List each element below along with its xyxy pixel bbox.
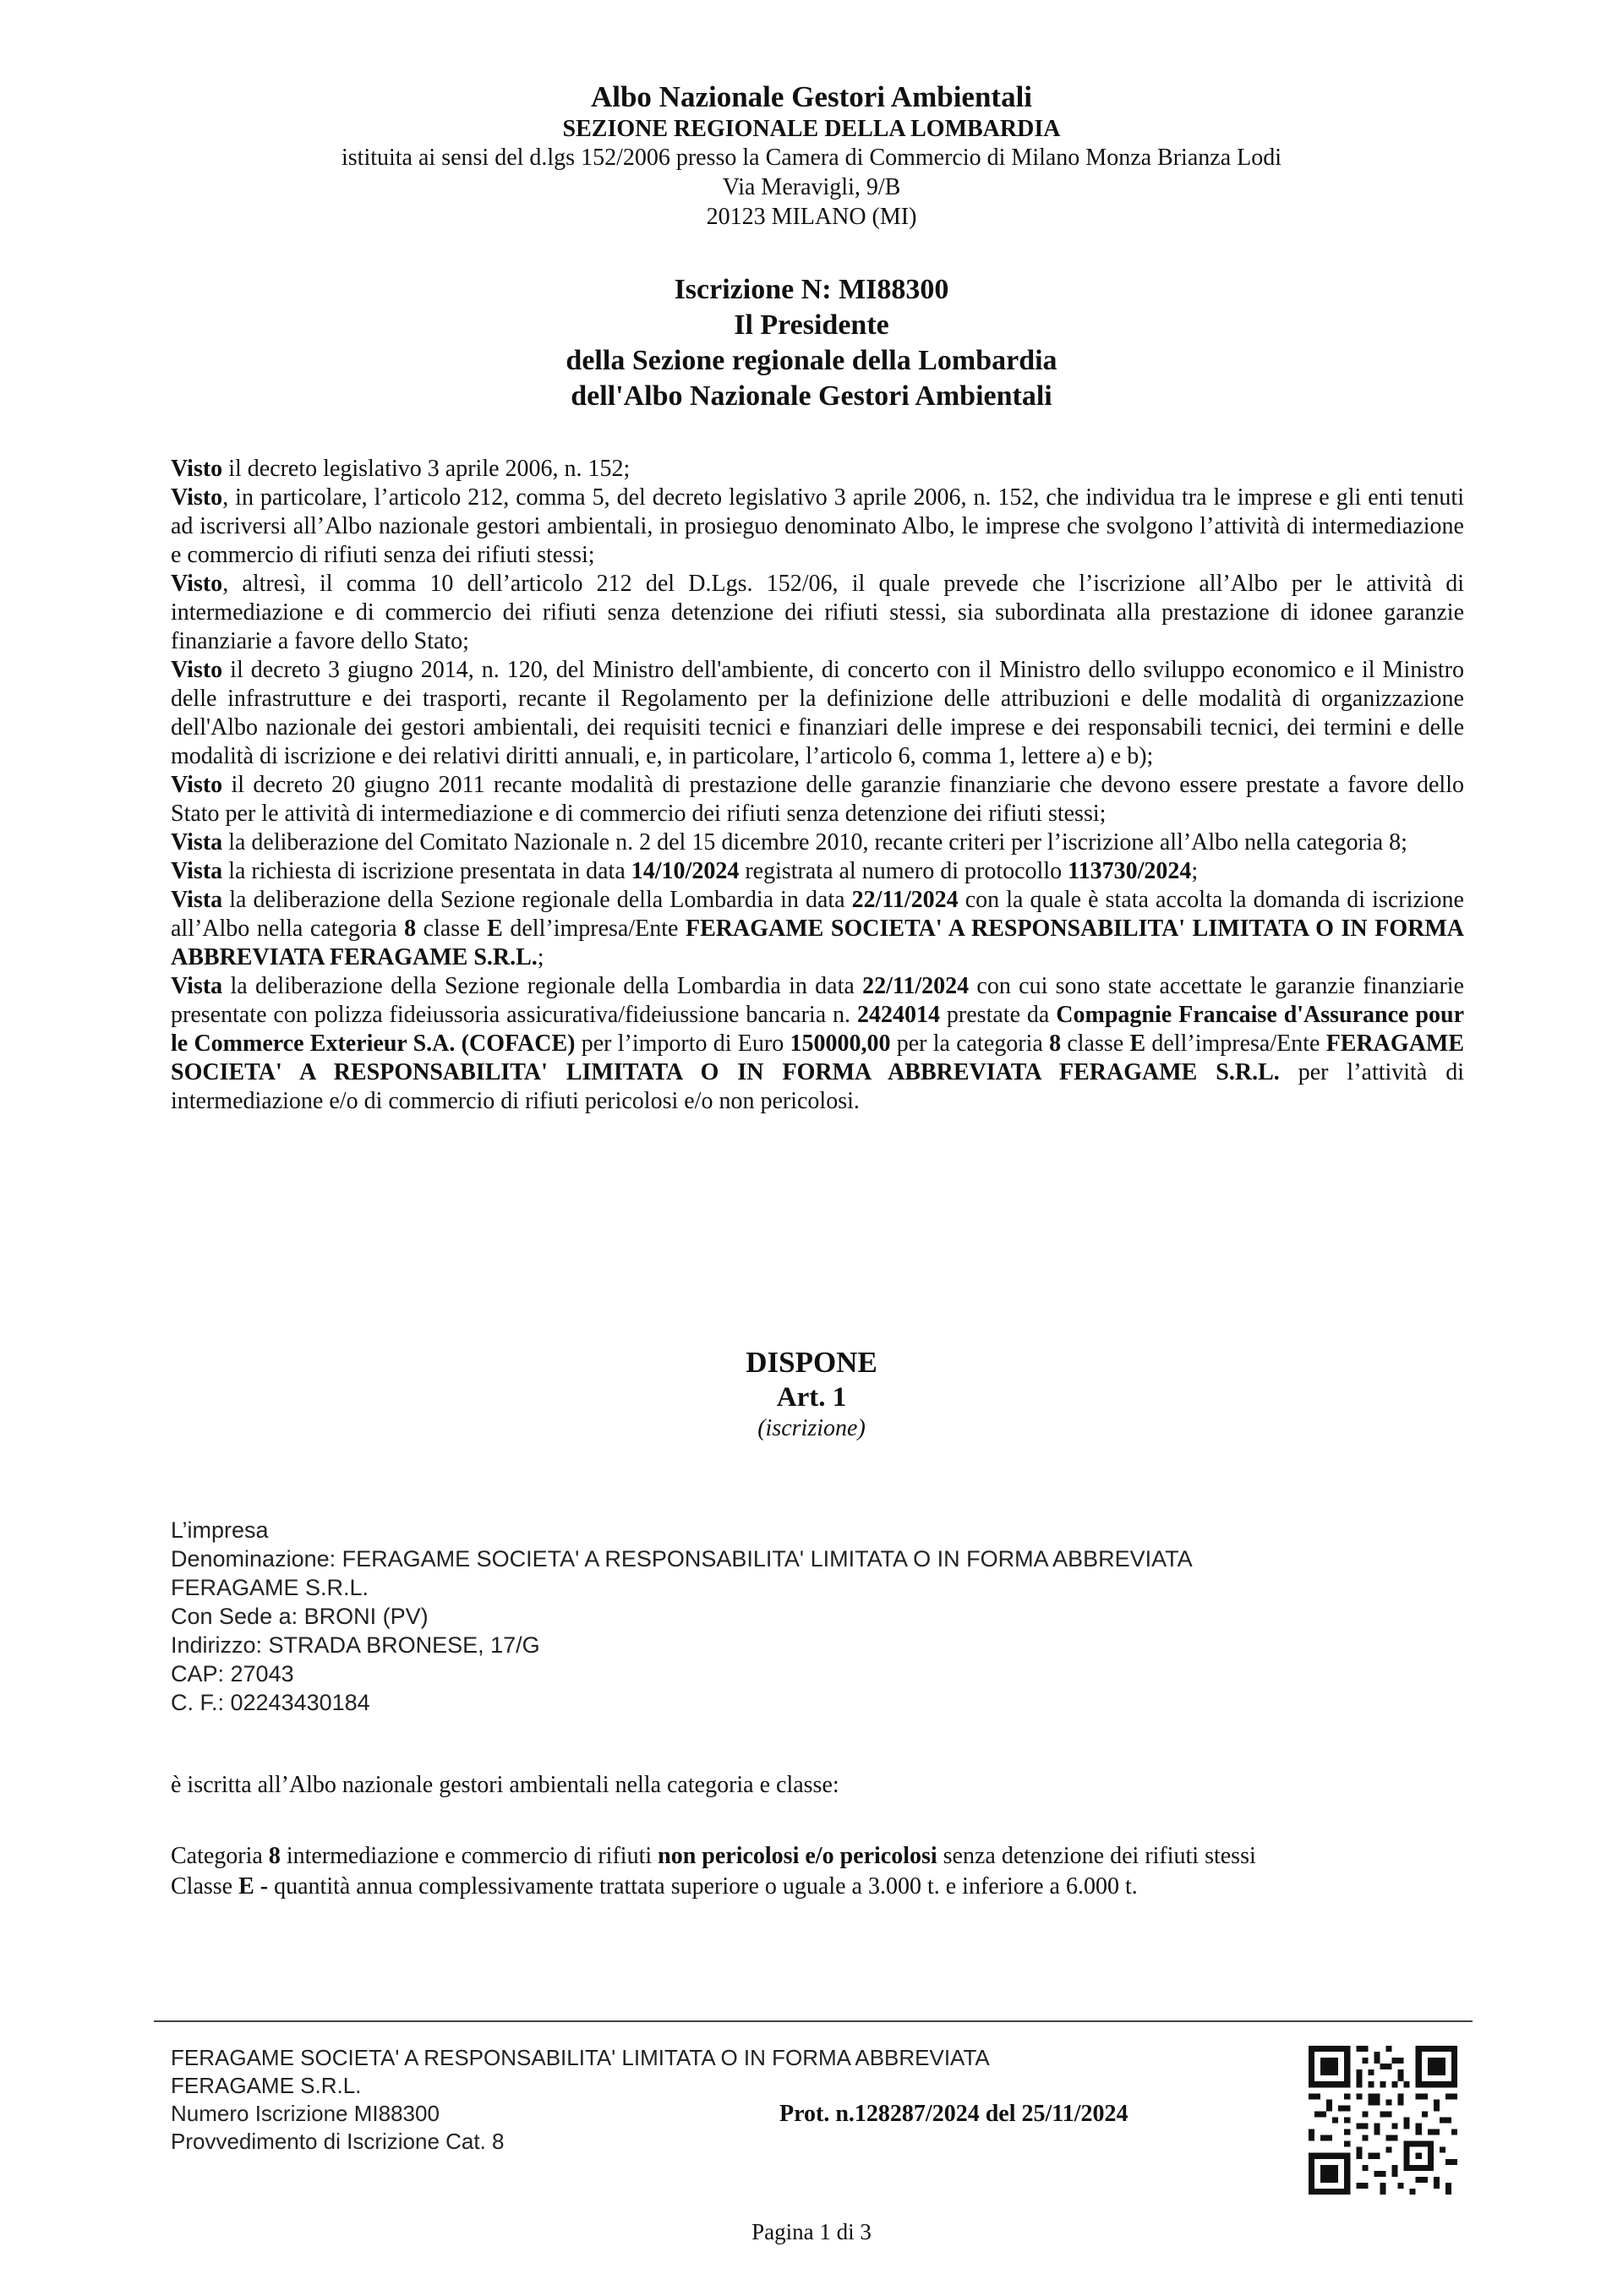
paragraph-vista-7: Vista la richiesta di iscrizione presentata in data 14/10/2024 registrata al numero di protocollo 113730/2024; — [171, 858, 1199, 884]
footer-company-line2: FERAGAME S.R.L. — [171, 2073, 362, 2098]
section-title: della Sezione regionale della Lombardia — [566, 345, 1057, 376]
org-name: Albo Nazionale Gestori Ambientali — [590, 80, 1033, 113]
paragraph-visto-1: Visto il decreto legislativo 3 aprile 2006, n. 152; — [171, 456, 631, 482]
company-details — [171, 1516, 1464, 1717]
category-line: Categoria 8 intermediazione e commercio di rifiuti non pericolosi e/o pericolosi senza detenzione dei rifiuti stessi — [171, 1843, 1256, 1869]
albo-title: dell'Albo Nazionale Gestori Ambientali — [571, 380, 1052, 412]
registration-number: Iscrizione N: MI88300 — [674, 274, 949, 305]
section-name: SEZIONE REGIONALE DELLA LOMBARDIA — [562, 116, 1061, 142]
category-block — [171, 1841, 1523, 1902]
company-intro: L’impresa — [171, 1517, 269, 1543]
company-address: Indirizzo: STRADA BRONESE, 17/G — [171, 1632, 540, 1658]
company-cap: CAP: 27043 — [171, 1661, 294, 1686]
paragraph-vista-9: Vista la deliberazione della Sezione regionale della Lombardia in data 22/11/2024 con cui sono state accettate le garanzie finanziarie presentate con polizza fideiussoria assicurativa/fideiussione bancaria n. 2424014 prestate da Compagnie Francaise d'Assurance pour le Commerce Exterieur S.A. (COFACE) per l’importo di Euro 150000,00 per la categoria 8 classe E dell’impresa/Ente FERAGAME SOCIETA' A RESPONSABILITA' LIMITATA O IN FORMA ABBREVIATA FERAGAME S.R.L. per l’attività di intermediazione e/o di commercio di rifiuti pericolosi e/o non pericolosi. — [171, 973, 1465, 1114]
preamble — [171, 455, 1464, 1116]
paragraph-visto-3: Visto, altresì, il comma 10 dell’articolo 212 del D.Lgs. 152/06, il quale prevede che l’iscrizione all’Albo per le attività di intermediazione e di commercio dei rifiuti senza detenzione dei rifiuti stessi, sia subordinata alla prestazione di idonee garanzie finanziarie a favore dello Stato; — [171, 571, 1464, 654]
institution-line: istituita ai sensi del d.lgs 152/2006 presso la Camera di Commercio di Milano Monza Brianza Lodi — [341, 145, 1281, 171]
class-line: Classe E - quantità annua complessivamente trattata superiore o uguale a 3.000 t. e inferiore a 6.000 t. — [171, 1873, 1138, 1900]
article-subtitle: (iscrizione) — [757, 1415, 866, 1441]
company-name-line1: Denominazione: FERAGAME SOCIETA' A RESPONSABILITA' LIMITATA O IN FORMA ABBREVIATA — [171, 1546, 1193, 1572]
paragraph-vista-8: Vista la deliberazione della Sezione regionale della Lombardia in data 22/11/2024 con la quale è stata accolta la domanda di iscrizione all’Albo nella categoria 8 classe E dell’impresa/Ente FERAGAME SOCIETA' A RESPONSABILITA' LIMITATA O IN FORMA ABBREVIATA FERAGAME S.R.L.; — [171, 887, 1464, 970]
page-number: Pagina 1 di 3 — [751, 2219, 872, 2244]
footer-provvedimento: Provvedimento di Iscrizione Cat. 8 — [171, 2129, 505, 2154]
protocol-number: Prot. n.128287/2024 del 25/11/2024 — [779, 2101, 1128, 2127]
company-sede: Con Sede a: BRONI (PV) — [171, 1604, 429, 1629]
footer-company-line1: FERAGAME SOCIETA' A RESPONSABILITA' LIMITATA O IN FORMA ABBREVIATA — [171, 2045, 990, 2070]
paragraph-visto-2: Visto, in particolare, l’articolo 212, comma 5, del decreto legislativo 3 aprile 2006, n. 152, che individua tra le imprese e gli enti tenuti ad iscriversi all’Albo nazionale gestori ambientali, in prosieguo denominato Albo, le imprese che svolgono l’attività di intermediazione e commercio di rifiuti senza dei rifiuti stessi; — [171, 484, 1464, 568]
qr-code-icon — [1309, 2046, 1457, 2195]
iscritta-statement: è iscritta all’Albo nazionale gestori ambientali nella categoria e classe: — [171, 1772, 839, 1798]
paragraph-visto-4: Visto il decreto 3 giugno 2014, n. 120, del Ministro dell'ambiente, di concerto con il Ministro dello sviluppo economico e il Ministro delle infrastrutture e dei trasporti, recante il Regolamento per la definizione delle attribuzioni e delle modalità di organizzazione dell'Albo nazionale dei gestori ambientali, dei requisiti tecnici e finanziari delle imprese e dei responsabili tecnici, dei termini e delle modalità di iscrizione e dei relativi diritti annuali, e, in particolare, l’articolo 6, comma 1, lettere a) e b); — [171, 657, 1464, 769]
footer-registration: Numero Iscrizione MI88300 — [171, 2101, 440, 2126]
address-street: Via Meravigli, 9/B — [722, 174, 901, 200]
president-title: Il Presidente — [734, 309, 889, 341]
company-cf: C. F.: 02243430184 — [171, 1690, 370, 1715]
company-name-line2: FERAGAME S.R.L. — [171, 1575, 369, 1600]
title-block — [0, 272, 1623, 414]
paragraph-vista-6: Vista la deliberazione del Comitato Nazionale n. 2 del 15 dicembre 2010, recante criteri per l’iscrizione all’Albo nella categoria 8; — [171, 829, 1407, 856]
paragraph-visto-5: Visto il decreto 20 giugno 2011 recante modalità di prestazione delle garanzie finanziarie che devono essere prestate a favore dello Stato per le attività di intermediazione e di commercio dei rifiuti senza detenzione dei rifiuti stessi; — [171, 772, 1464, 827]
header — [0, 79, 1623, 232]
article-number: Art. 1 — [776, 1382, 847, 1413]
dispone-block — [0, 1345, 1623, 1443]
footer-divider — [154, 2020, 1473, 2022]
dispone-title: DISPONE — [746, 1346, 877, 1379]
address-city: 20123 MILANO (MI) — [706, 204, 917, 230]
